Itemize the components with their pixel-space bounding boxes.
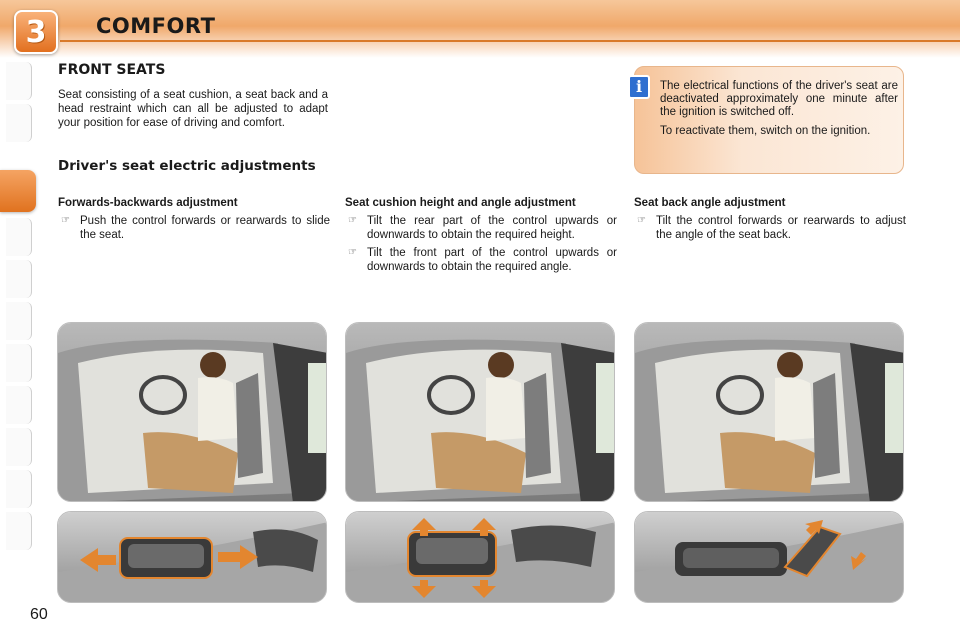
section-title: FRONT SEATS [58,62,166,78]
seat-control-illustration [635,512,904,603]
pointing-hand-icon: ☞ [637,215,646,226]
info-paragraph: The electrical functions of the driver's seat are deactivated approximately one minute after the ignition is switched off. [660,80,898,118]
bullet-item [58,214,330,242]
chapter-tab-9[interactable] [6,428,32,466]
info-text [660,80,898,144]
car-interior-illustration [346,323,615,502]
chapter-number: 3 [25,14,47,50]
chapter-tab-10[interactable] [6,470,32,508]
seat-control-illustration [58,512,327,603]
bullet-item [345,246,617,274]
control-detail-forwards-backwards [57,511,327,603]
bullet-item [634,214,906,242]
chapter-tab-1[interactable] [6,62,32,100]
pointing-hand-icon: ☞ [61,215,70,226]
chapter-tab-4[interactable] [6,218,32,256]
driver-seat-photo-2 [345,322,615,502]
driver-seat-photo-1 [57,322,327,502]
page-number: 60 [30,606,48,623]
chapter-title: COMFORT [96,14,216,38]
bullet-text: Tilt the control forwards or rearwards to adjust the angle of the seat back. [656,215,906,241]
column-forwards-backwards [58,196,330,246]
seat-control-illustration [346,512,615,603]
chapter-tab-8[interactable] [6,386,32,424]
chapter-tab-11[interactable] [6,512,32,550]
driver-seat-photo-3 [634,322,904,502]
control-detail-cushion-height-angle [345,511,615,603]
column-heading: Seat back angle adjustment [634,197,786,209]
chapter-tab-7[interactable] [6,344,32,382]
car-interior-illustration [58,323,327,502]
info-paragraph: To reactivate them, switch on the ignition. [660,125,871,137]
bullet-text: Tilt the front part of the control upwards or downwards to obtain the required angle. [367,247,617,273]
bullet-item [345,214,617,242]
chapter-tab-6[interactable] [6,302,32,340]
bullet-text: Push the control forwards or rearwards to slide the seat. [80,215,330,241]
column-heading: Seat cushion height and angle adjustment [345,197,576,209]
section-intro: Seat consisting of a seat cushion, a seat back and a head restraint which can all be adjusted to adapt your position for ease of driving and comfort. [58,89,328,129]
chapter-tab-strip [0,62,36,582]
column-seat-back-angle [634,196,906,246]
chapter-badge [14,10,58,54]
column-cushion-height-angle [345,196,617,278]
subsection-title: Driver's seat electric adjustments [58,158,316,174]
header-rule [60,40,960,42]
chapter-tab-2[interactable] [6,104,32,142]
chapter-tab-5[interactable] [6,260,32,298]
info-icon: i [628,75,650,99]
pointing-hand-icon: ☞ [348,215,357,226]
chapter-tab-3-active[interactable] [0,170,36,212]
car-interior-illustration [635,323,904,502]
bullet-text: Tilt the rear part of the control upwards or downwards to obtain the required height. [367,215,617,241]
pointing-hand-icon: ☞ [348,247,357,258]
column-heading: Forwards-backwards adjustment [58,197,238,209]
control-detail-seat-back-angle [634,511,904,603]
